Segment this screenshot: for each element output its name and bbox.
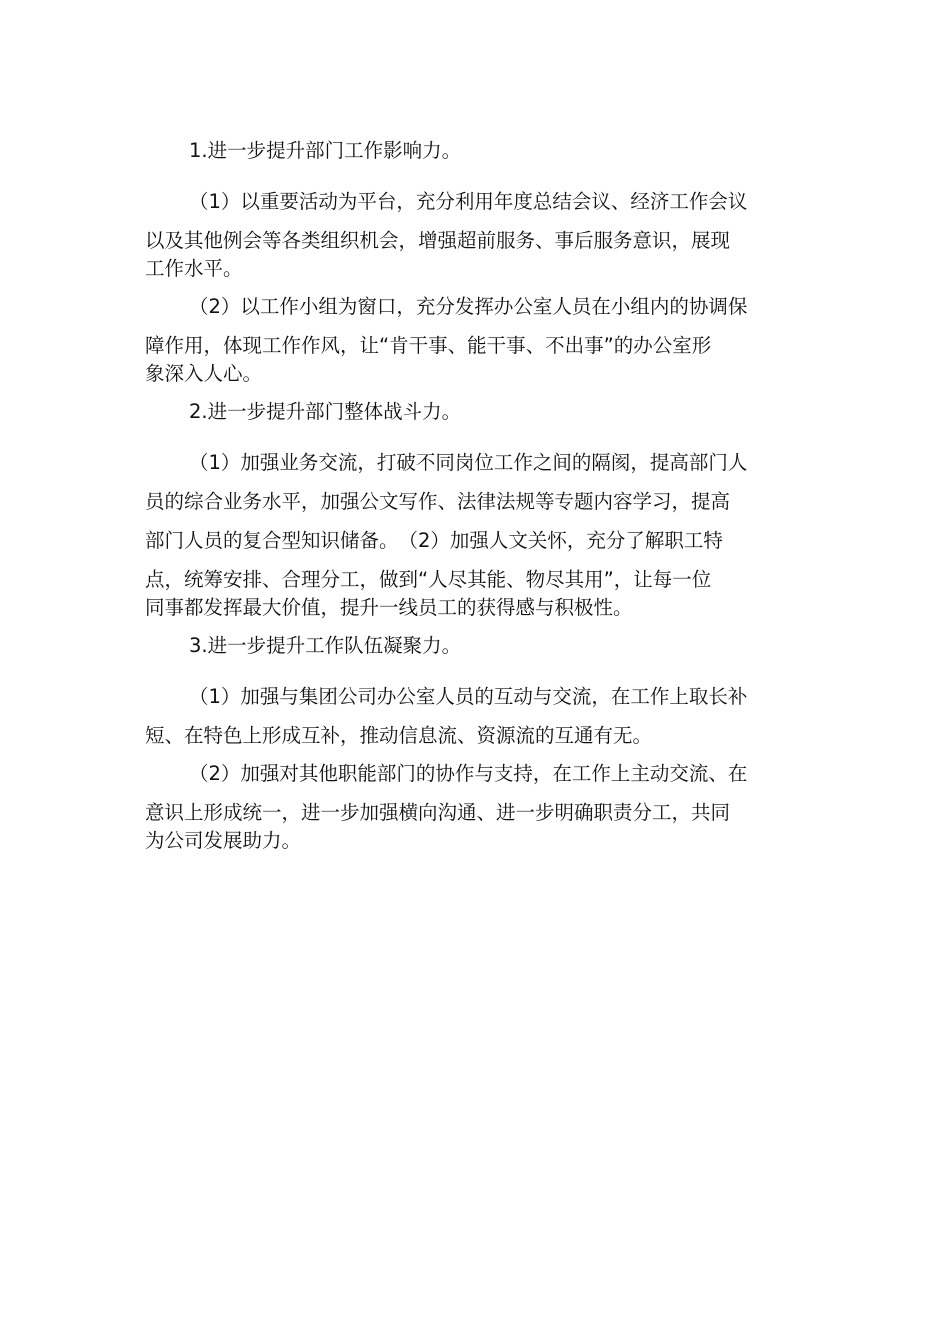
- text-line: 同事都发挥最大价值，提升一线员工的获得感与积极性。: [145, 596, 633, 619]
- text-line: （1）加强与集团公司办公室人员的互动与交流，在工作上取长补: [189, 685, 748, 708]
- text-line: 点，统筹安排、合理分工，做到“人尽其能、物尽其用”，让每一位: [145, 568, 712, 591]
- text-line: 障作用，体现工作作风，让“肯干事、能干事、不出事”的办公室形: [145, 334, 712, 357]
- section-heading-2: 2.进一步提升部门整体战斗力。: [189, 400, 462, 423]
- text-line: （1）以重要活动为平台，充分利用年度总结会议、经济工作会议: [189, 190, 748, 213]
- section-3-item-2: [145, 760, 807, 855]
- text-line: 为公司发展助力。: [145, 829, 302, 852]
- section-1-item-2: [145, 293, 807, 388]
- text-line: 意识上形成统一，进一步加强横向沟通、进一步明确职责分工，共同: [145, 801, 731, 824]
- text-line: （2）以工作小组为窗口，充分发挥办公室人员在小组内的协调保: [189, 295, 748, 318]
- section-heading-3: 3.进一步提升工作队伍凝聚力。: [189, 634, 462, 657]
- section-heading-1: 1.进一步提升部门工作影响力。: [189, 139, 462, 162]
- text-line: 部门人员的复合型知识储备。 （2）加强人文关怀，充分了解职工特: [145, 529, 723, 552]
- section-1-item-1: [145, 188, 807, 283]
- text-line: 短、在特色上形成互补，推动信息流、资源流的互通有无。: [145, 724, 653, 747]
- document-body: [145, 137, 807, 865]
- text-line: 以及其他例会等各类组织机会，增强超前服务、事后服务意识，展现: [145, 229, 731, 252]
- text-line: （2）加强对其他职能部门的协作与支持，在工作上主动交流、在: [189, 762, 748, 785]
- text-line: （1）加强业务交流，打破不同岗位工作之间的隔阂，提高部门人: [189, 451, 748, 474]
- text-line: 工作水平。: [145, 257, 243, 280]
- text-line: 员的综合业务水平，加强公文写作、法律法规等专题内容学习，提高: [145, 490, 731, 513]
- section-3-item-1: [145, 683, 807, 750]
- section-2-item-1: [145, 449, 807, 622]
- text-line: 象深入人心。: [145, 362, 263, 385]
